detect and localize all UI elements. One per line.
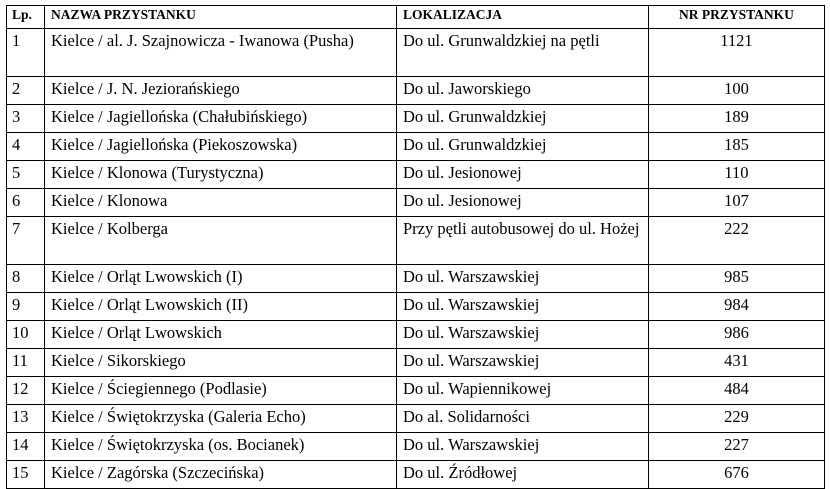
row-lp: 14 [7, 433, 45, 461]
row-stop-number: 984 [649, 293, 825, 321]
row-stop-name: Kielce / Kolberga [45, 217, 397, 265]
header-row [7, 6, 825, 29]
row-stop-name: Kielce / Orląt Lwowskich [45, 321, 397, 349]
row-location: Przy pętli autobusowej do ul. Hożej [397, 217, 649, 265]
row-lp: 3 [7, 105, 45, 133]
row-stop-number: 985 [649, 265, 825, 293]
row-location: Do ul. Warszawskiej [397, 433, 649, 461]
row-lp: 6 [7, 189, 45, 217]
row-location: Do ul. Jesionowej [397, 161, 649, 189]
row-location: Do ul. Warszawskiej [397, 265, 649, 293]
table-row [7, 161, 825, 189]
row-lp: 15 [7, 461, 45, 489]
row-stop-name: Kielce / Orląt Lwowskich (I) [45, 265, 397, 293]
row-stop-name: Kielce / J. N. Jeziorańskiego [45, 77, 397, 105]
row-stop-number: 431 [649, 349, 825, 377]
table-row [7, 77, 825, 105]
row-lp: 12 [7, 377, 45, 405]
row-location: Do ul. Warszawskiej [397, 321, 649, 349]
header-location: LOKALIZACJA [397, 6, 649, 29]
row-stop-name: Kielce / Zagórska (Szczecińska) [45, 461, 397, 489]
row-location: Do ul. Jesionowej [397, 189, 649, 217]
row-location: Do ul. Wapiennikowej [397, 377, 649, 405]
row-stop-number: 986 [649, 321, 825, 349]
row-location: Do ul. Źródłowej [397, 461, 649, 489]
table-row [7, 217, 825, 265]
row-stop-number: 229 [649, 405, 825, 433]
row-stop-name: Kielce / Jagiellońska (Piekoszowska) [45, 133, 397, 161]
row-lp: 11 [7, 349, 45, 377]
row-lp: 9 [7, 293, 45, 321]
row-location: Do al. Solidarności [397, 405, 649, 433]
row-lp: 1 [7, 29, 45, 77]
row-stop-name: Kielce / Sikorskiego [45, 349, 397, 377]
header-stop-number: NR PRZYSTANKU [649, 6, 825, 29]
table-row [7, 105, 825, 133]
table-row [7, 133, 825, 161]
table-row [7, 321, 825, 349]
table-row [7, 293, 825, 321]
table-row [7, 461, 825, 489]
table-row [7, 189, 825, 217]
row-stop-number: 110 [649, 161, 825, 189]
row-stop-number: 222 [649, 217, 825, 265]
header-stop-name: NAZWA PRZYSTANKU [45, 6, 397, 29]
table-body [7, 29, 825, 489]
table-row [7, 433, 825, 461]
table-row [7, 29, 825, 77]
row-location: Do ul. Grunwaldzkiej [397, 133, 649, 161]
row-stop-name: Kielce / Orląt Lwowskich (II) [45, 293, 397, 321]
row-lp: 10 [7, 321, 45, 349]
row-stop-name: Kielce / Klonowa [45, 189, 397, 217]
table-row [7, 377, 825, 405]
row-stop-number: 484 [649, 377, 825, 405]
bus-stops-table [6, 5, 825, 489]
row-stop-number: 676 [649, 461, 825, 489]
row-stop-number: 185 [649, 133, 825, 161]
row-stop-number: 100 [649, 77, 825, 105]
row-stop-number: 1121 [649, 29, 825, 77]
header-lp: Lp. [7, 6, 45, 29]
row-stop-name: Kielce / Świętokrzyska (os. Bocianek) [45, 433, 397, 461]
row-lp: 8 [7, 265, 45, 293]
table-row [7, 405, 825, 433]
table-header [7, 6, 825, 29]
row-stop-number: 107 [649, 189, 825, 217]
row-stop-number: 227 [649, 433, 825, 461]
row-lp: 5 [7, 161, 45, 189]
row-stop-name: Kielce / Klonowa (Turystyczna) [45, 161, 397, 189]
row-stop-number: 189 [649, 105, 825, 133]
row-location: Do ul. Jaworskiego [397, 77, 649, 105]
row-lp: 4 [7, 133, 45, 161]
table-row [7, 349, 825, 377]
row-location: Do ul. Grunwaldzkiej na pętli [397, 29, 649, 77]
row-stop-name: Kielce / al. J. Szajnowicza - Iwanowa (Pusha) [45, 29, 397, 77]
row-lp: 2 [7, 77, 45, 105]
row-lp: 13 [7, 405, 45, 433]
row-location: Do ul. Warszawskiej [397, 293, 649, 321]
row-location: Do ul. Grunwaldzkiej [397, 105, 649, 133]
row-stop-name: Kielce / Świętokrzyska (Galeria Echo) [45, 405, 397, 433]
row-lp: 7 [7, 217, 45, 265]
row-location: Do ul. Warszawskiej [397, 349, 649, 377]
table-row [7, 265, 825, 293]
row-stop-name: Kielce / Ściegiennego (Podlasie) [45, 377, 397, 405]
row-stop-name: Kielce / Jagiellońska (Chałubińskiego) [45, 105, 397, 133]
